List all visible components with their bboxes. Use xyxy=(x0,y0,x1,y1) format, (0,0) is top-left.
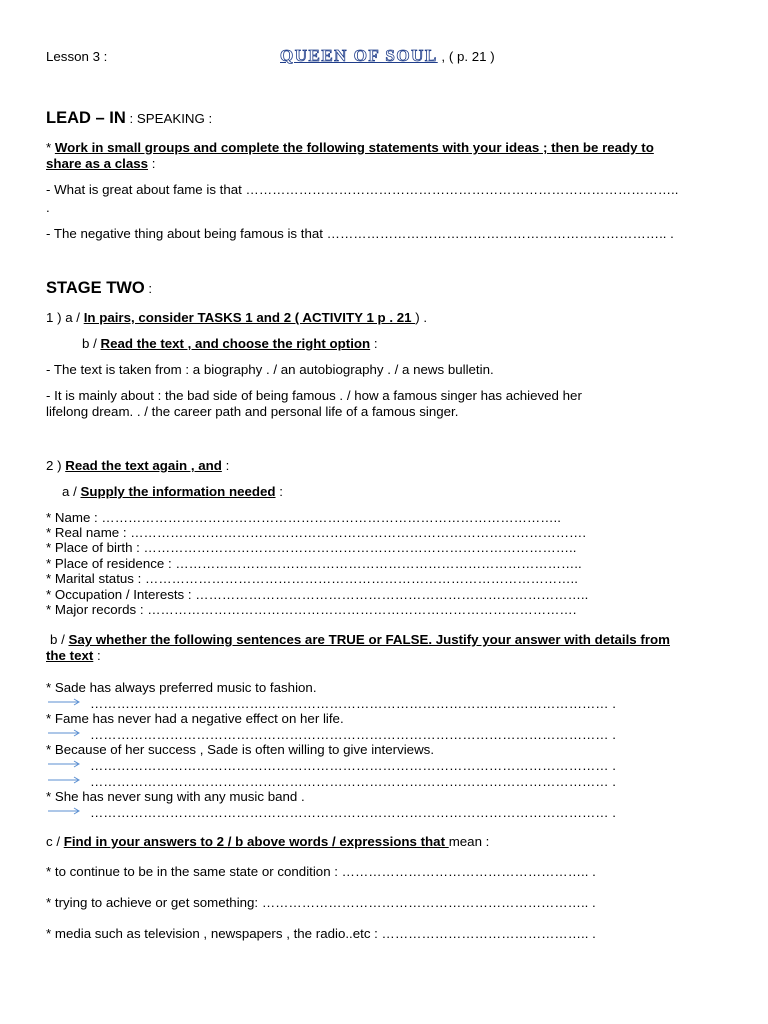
arrow-icon xyxy=(48,807,82,815)
meaning-3: * media such as television , newspapers , the radio..etc : ……………………………………….. . xyxy=(46,926,596,941)
statement-2: * Fame has never had a negative effect on her life. xyxy=(46,711,344,726)
q2-suffix: : xyxy=(221,458,230,473)
q2a-instruction: Supply the information needed xyxy=(80,484,276,499)
info-place-of-residence: * Place of residence : ……………………………………………………………………………….. xyxy=(46,556,582,571)
arrow-icon xyxy=(48,760,82,768)
q2c-instruction: Find in your answers to 2 / b above words / expressions that xyxy=(63,834,449,849)
info-major-records: * Major records : ……………………………………………………………………………………. xyxy=(46,602,577,617)
lead-in-heading-line xyxy=(46,110,212,127)
text-about-options-cont: lifelong dream. . / the career path and personal life of a famous singer. xyxy=(46,404,459,419)
lead-in-instruction: Work in small groups and complete the following statements with your ideas ; then be ready to xyxy=(54,140,654,155)
lead-in-instruction-line-1 xyxy=(46,140,654,156)
q1a-suffix: ) . xyxy=(415,310,428,325)
question-2b-line-1 xyxy=(50,632,670,648)
q2-instruction: Read the text again , and xyxy=(65,458,222,473)
meaning-1: * to continue to be in the same state or condition : ……………………………………………….. . xyxy=(46,864,596,879)
question-1b xyxy=(82,336,378,352)
stage-two-colon: : xyxy=(144,281,153,296)
info-occupation: * Occupation / Interests : …………………………………………………………………………….. xyxy=(46,587,589,602)
question-2a xyxy=(62,484,283,500)
fame-negative-line: - The negative thing about being famous is that ………………………………………………………………….. . xyxy=(46,226,674,241)
question-2 xyxy=(46,458,229,474)
statement-4: * She has never sung with any music band . xyxy=(46,789,305,804)
statement-3: * Because of her success , Sade is often willing to give interviews. xyxy=(46,742,435,757)
q1b-instruction: Read the text , and choose the right option xyxy=(100,336,371,351)
stage-two-heading: STAGE TWO xyxy=(46,279,145,297)
answer-line-2[interactable]: ……………………………………………………………………………………………………… . xyxy=(90,727,616,742)
q2b-instruction-cont: the text xyxy=(46,648,94,663)
question-1a xyxy=(46,310,427,326)
q2c-number: c / xyxy=(46,834,64,849)
answer-line-4[interactable]: ……………………………………………………………………………………………………… . xyxy=(90,774,616,789)
arrow-icon xyxy=(48,776,82,784)
lead-in-heading: LEAD – IN xyxy=(46,109,126,127)
question-2c xyxy=(46,834,489,850)
q2-number: 2 ) xyxy=(46,458,66,473)
q1a-instruction: In pairs, consider TASKS 1 and 2 ( ACTIVITY 1 p . 21 xyxy=(83,310,416,325)
statement-1: * Sade has always preferred music to fashion. xyxy=(46,680,317,695)
q1a-number: 1 ) a / xyxy=(46,310,84,325)
arrow-icon xyxy=(48,698,82,706)
q1b-suffix: : xyxy=(370,336,378,351)
answer-line-3[interactable]: ……………………………………………………………………………………………………… . xyxy=(90,758,616,773)
q2c-suffix: mean : xyxy=(448,834,490,849)
lesson-label: Lesson 3 : xyxy=(46,49,108,64)
page-title: QUEEN OF SOUL xyxy=(280,46,438,65)
arrow-icon xyxy=(48,729,82,737)
q2b-instruction: Say whether the following sentences are TRUE or FALSE. Justify your answer with details from xyxy=(68,632,670,647)
lead-in-instruction-line-2 xyxy=(46,156,155,172)
text-source-options: - The text is taken from : a biography . / an autobiography . / a news bulletin. xyxy=(46,362,494,377)
q2a-number: a / xyxy=(62,484,81,499)
q2b-suffix: : xyxy=(93,648,101,663)
stage-two-heading-line xyxy=(46,280,152,297)
q2a-suffix: : xyxy=(275,484,283,499)
question-2b-line-2 xyxy=(46,648,101,664)
info-real-name: * Real name : …………………………………………………………………………………………. xyxy=(46,525,587,540)
info-place-of-birth: * Place of birth : …………………………………………………………………………………….. xyxy=(46,540,577,555)
answer-line-5[interactable]: ……………………………………………………………………………………………………… . xyxy=(90,805,616,820)
answer-line-1[interactable]: ……………………………………………………………………………………………………… . xyxy=(90,696,616,711)
instruction-bullet: * xyxy=(46,140,55,155)
title-line xyxy=(280,46,495,66)
q2b-number: b / xyxy=(50,632,69,647)
lead-in-instruction-cont: share as a class xyxy=(46,156,149,171)
page-reference: , ( p. 21 ) xyxy=(437,49,495,64)
q1b-number: b / xyxy=(82,336,101,351)
info-marital-status: * Marital status : …………………………………………………………………………………….. xyxy=(46,571,578,586)
fame-great-line: - What is great about fame is that …………………………………………………………………………………….. xyxy=(46,182,679,197)
fame-great-line-cont: . xyxy=(46,200,50,215)
info-name: * Name : ………………………………………………………………………………………….. xyxy=(46,510,561,525)
lead-in-subheading: : SPEAKING : xyxy=(125,111,213,126)
instruction-suffix: : xyxy=(148,156,156,171)
text-about-options: - It is mainly about : the bad side of being famous . / how a famous singer has achieved her xyxy=(46,388,582,403)
meaning-2: * trying to achieve or get something: ……………………………………………………………….. . xyxy=(46,895,596,910)
